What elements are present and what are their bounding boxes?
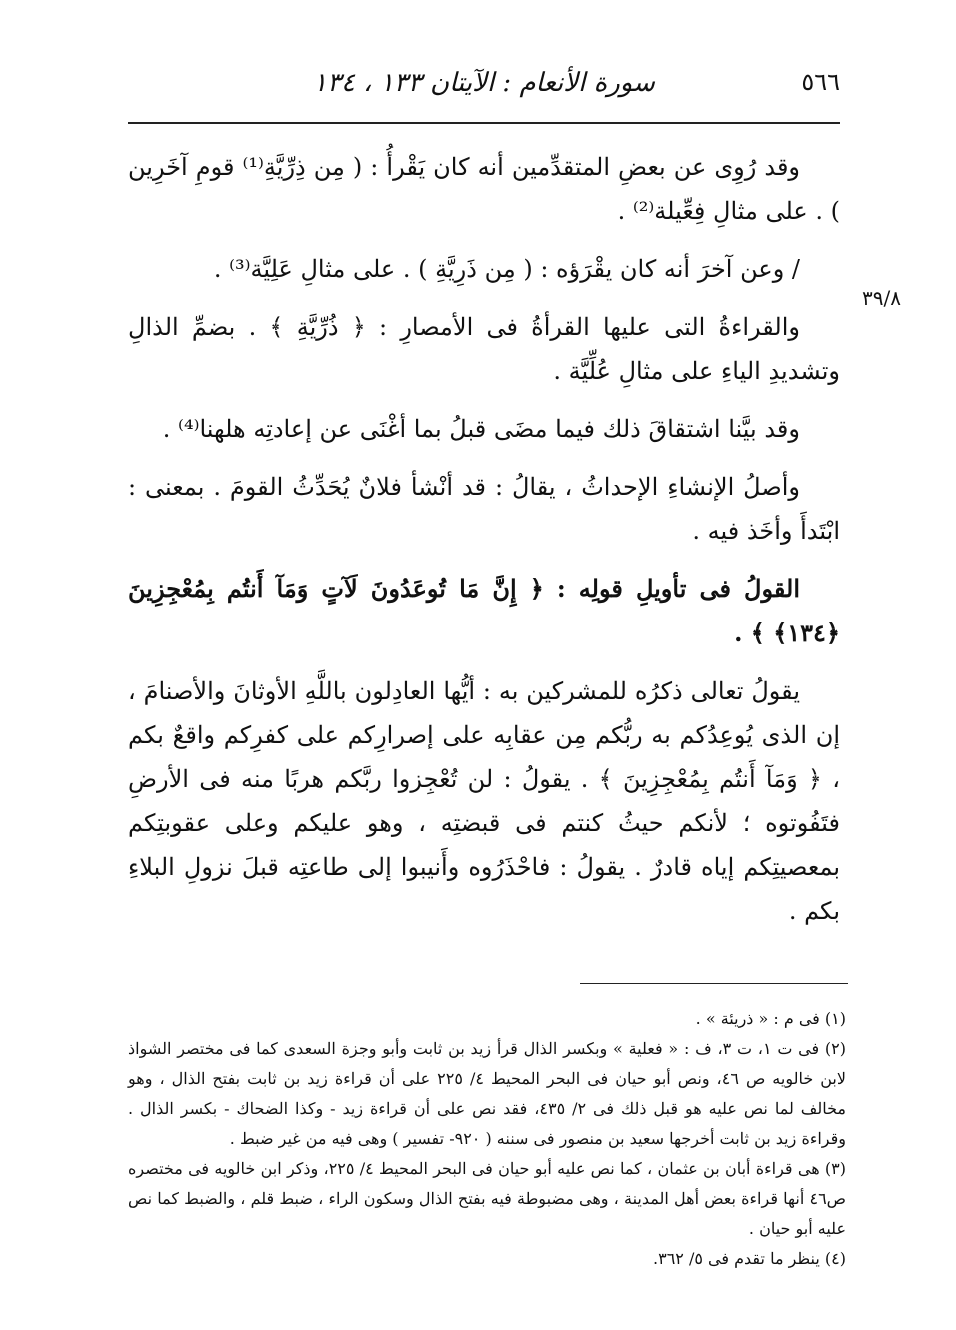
footnote: (١) فى م : « ذريئة » . <box>695 1009 846 1028</box>
running-header <box>128 62 840 110</box>
paragraph: وقد بيَّنا اشتقاقَ ذلك فيما مضَى قبلُ بما أغْنَى عن إعادتِه هلهنا⁽⁴⁾ . <box>162 415 800 443</box>
footnote: (٤) ينظر ما تقدم فى ٥/ ٣٦٢. <box>653 1249 846 1268</box>
paragraph: والقراءةُ التى عليها القرأةُ فى الأمصارِ : ﴿ ذُرِّيَّةِ ﴾ . بضمِّ الذالِ وتشديدِ الياءِ على مثالِ عُلِّيَّة . <box>128 313 840 385</box>
section-heading: القولُ فى تأويلِ قولِه : ﴿ إِنَّ مَا تُوعَدُونَ لَآتٍ وَمَآ أَنتُم بِمُعْجِزِينَ ﴿١٣٤﴾ ﴾ . <box>128 574 840 647</box>
margin-reference: ٣٩/٨ <box>862 286 901 310</box>
paragraph: / وعن آخرَ أنه كان يقْرَؤه : ( مِن ذَرِيَّةِ ) . على مثالِ عَلِيَّة⁽³⁾ . <box>213 255 800 283</box>
surah-title: سورة الأنعام : الآيتان ١٣٣ ، ١٣٤ <box>313 68 655 98</box>
paragraph: وقد رُوِى عن بعضِ المتقدِّمين أنه كان يَقْرأُ : ( مِن ذِرِّيَّةِ⁽¹⁾ قومِ آخَرِين ) . على مثالِ فِعِّيلة⁽²⁾ . <box>128 153 840 225</box>
footnote: (٣) هى قراءة أبان بن عثمان ، كما نص عليه أبو حيان فى البحر المحيط ٤/ ٢٢٥، وذكر ابن خالويه فى مختصره ص٤٦ أنها قراءة بعض أهل المدينة ، وهى مضبوطة فيه بفتح الذال وسكون الراء ، ضبط قلم ، والضبط كما نص عليه أبو حيان . <box>128 1159 847 1238</box>
paragraph: وأصلُ الإنشاءِ الإحداثُ ، يقالُ : قد أنْشأ فلانٌ يُحَدِّثُ القومَ . بمعنى : ابْتَدأَ وأخَذ فيه . <box>128 473 840 545</box>
commentary-paragraph: يقولُ تعالى ذكرُه للمشركين به : أيُّها العادِلون باللَّهِ الأوثانَ والأصنامَ ، إن الذى يُوعِدُكم به ربُّكم مِن عقابِه على إصرارِكم على كفرِكم واقعٌ بكم ، ﴿ وَمَآ أَنتُم بِمُعْجِزِينَ ﴾ . يقولُ : لن تُعْجِزوا ربَّكم هربًا منه فى الأرضِ فتَفُوتوه ؛ لأنكم حيثُ كنتم فى قبضتِه ، وهو عليكم وعلى عقوبتِكم بمعصيتِكم إياه قادرٌ . يقولُ : فاحْذَرُوه وأَنيبوا إلى طاعتِه قبلَ نزولِ البلاءِ بكم . <box>128 677 840 925</box>
footnote: (٢) فى ت ١، ت ٣، ف : « فعلية » وبكسر الذال قرأ زيد بن ثابت وأبو وجزة السعدى كما فى مختصر الشواذ لابن خالويه ص ٤٦، ونص أبو حيان فى البحر المحيط ٤/ ٢٢٥ على أن قراءة زيد بن ثابت بفتح الذال ، وهو مخالف لما نص عليه هو قبل ذلك فى ٢/ ٤٣٥، فقد نص على أن قراءة زيد - وكذا الضحاك - بكسر الذال . وقراءة زيد بن ثابت أخرجها سعيد بن منصور فى سننه ( ٩٢٠- تفسير ) وهى فيه من غير ضبط . <box>128 1039 847 1148</box>
footnote-rule <box>580 983 848 984</box>
main-text <box>128 145 840 947</box>
header-rule <box>128 122 840 124</box>
page-number: ٥٦٦ <box>801 68 840 96</box>
footnotes <box>128 1004 846 1274</box>
